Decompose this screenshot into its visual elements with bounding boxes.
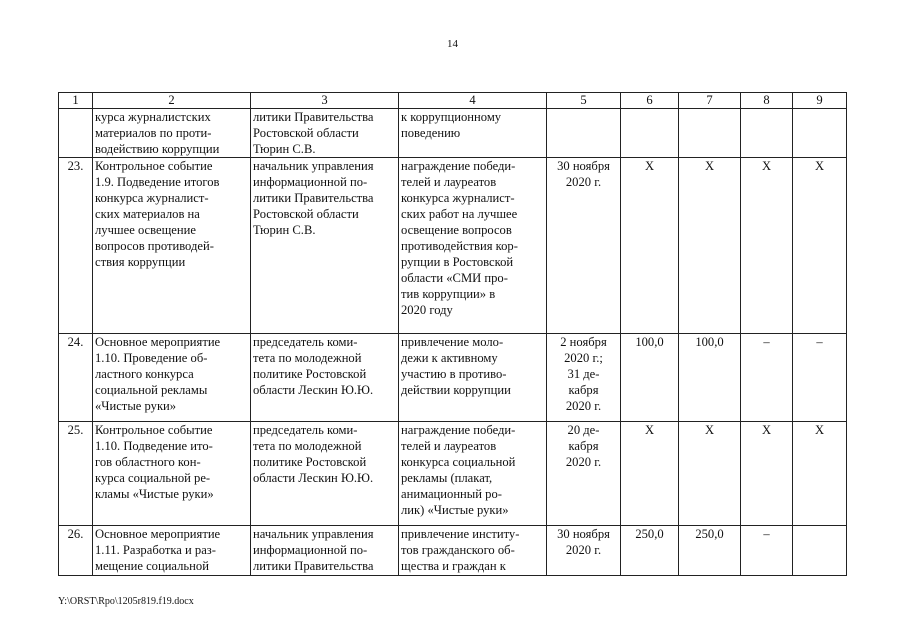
executor-cell: начальник управления информационной по- литики Правительства: [251, 526, 399, 576]
value-cell-7: Х: [679, 422, 741, 526]
action-plan-table: [58, 92, 847, 576]
value-cell-8: –: [741, 334, 793, 422]
value-cell-8: [741, 109, 793, 158]
value-cell-8: Х: [741, 158, 793, 334]
col-header-7: 7: [679, 93, 741, 109]
executor-cell: литики Правительства Ростовской области Тюрин С.В.: [251, 109, 399, 158]
value-cell-9: [793, 526, 847, 576]
result-cell: привлечение институ- тов гражданского об- щества и граждан к: [399, 526, 547, 576]
value-cell-6: 250,0: [621, 526, 679, 576]
col-header-2: 2: [93, 93, 251, 109]
row-number: 25.: [59, 422, 93, 526]
table-row: [59, 422, 847, 526]
document-file-path: Y:\ORST\Rpo\1205r819.f19.docx: [58, 596, 194, 607]
executor-cell: председатель коми- тета по молодежной политике Ростовской области Лескин Ю.Ю.: [251, 334, 399, 422]
row-number: 23.: [59, 158, 93, 334]
value-cell-7: 100,0: [679, 334, 741, 422]
date-cell: 20 де- кабря 2020 г.: [547, 422, 621, 526]
row-number: [59, 109, 93, 158]
event-cell: Контрольное событие 1.10. Подведение ито- гов областного кон- курса социальной ре- кламы «Чистые руки»: [93, 422, 251, 526]
result-cell: привлечение моло- дежи к активному участию в противо- действии коррупции: [399, 334, 547, 422]
event-cell: Контрольное событие 1.9. Подведение итогов конкурса журналист- ских материалов на лучшее освещение вопросов противодей- ствия коррупции: [93, 158, 251, 334]
value-cell-9: [793, 109, 847, 158]
value-cell-6: Х: [621, 158, 679, 334]
event-cell: Основное мероприятие 1.11. Разработка и раз- мещение социальной: [93, 526, 251, 576]
value-cell-7: [679, 109, 741, 158]
table-row: [59, 526, 847, 576]
date-cell: [547, 109, 621, 158]
col-header-9: 9: [793, 93, 847, 109]
value-cell-6: Х: [621, 422, 679, 526]
value-cell-8: –: [741, 526, 793, 576]
value-cell-7: Х: [679, 158, 741, 334]
executor-cell: начальник управления информационной по- литики Правительства Ростовской области Тюрин С.В.: [251, 158, 399, 334]
col-header-1: 1: [59, 93, 93, 109]
col-header-5: 5: [547, 93, 621, 109]
value-cell-9: Х: [793, 422, 847, 526]
col-header-4: 4: [399, 93, 547, 109]
value-cell-8: Х: [741, 422, 793, 526]
value-cell-9: –: [793, 334, 847, 422]
date-cell: 30 ноября 2020 г.: [547, 158, 621, 334]
table-row: [59, 109, 847, 158]
col-header-3: 3: [251, 93, 399, 109]
row-number: 26.: [59, 526, 93, 576]
event-cell: курса журналистских материалов по проти- водействию коррупции: [93, 109, 251, 158]
value-cell-6: [621, 109, 679, 158]
value-cell-9: Х: [793, 158, 847, 334]
page-number: 14: [447, 38, 458, 50]
result-cell: к коррупционному поведению: [399, 109, 547, 158]
result-cell: награждение победи- телей и лауреатов конкурса журналист- ских работ на лучшее освещение вопросов противодействия кор- рупции в Ростовской области «СМИ про- тив коррупции» в 2020 году: [399, 158, 547, 334]
table-row: [59, 334, 847, 422]
date-cell: 30 ноября 2020 г.: [547, 526, 621, 576]
result-cell: награждение победи- телей и лауреатов конкурса социальной рекламы (плакат, анимационный ро- лик) «Чистые руки»: [399, 422, 547, 526]
executor-cell: председатель коми- тета по молодежной политике Ростовской области Лескин Ю.Ю.: [251, 422, 399, 526]
table-row: [59, 158, 847, 334]
event-cell: Основное мероприятие 1.10. Проведение об- ластного конкурса социальной рекламы «Чистые руки»: [93, 334, 251, 422]
row-number: 24.: [59, 334, 93, 422]
value-cell-6: 100,0: [621, 334, 679, 422]
date-cell: 2 ноября 2020 г.; 31 де- кабря 2020 г.: [547, 334, 621, 422]
col-header-6: 6: [621, 93, 679, 109]
header-row: [59, 93, 847, 109]
col-header-8: 8: [741, 93, 793, 109]
value-cell-7: 250,0: [679, 526, 741, 576]
